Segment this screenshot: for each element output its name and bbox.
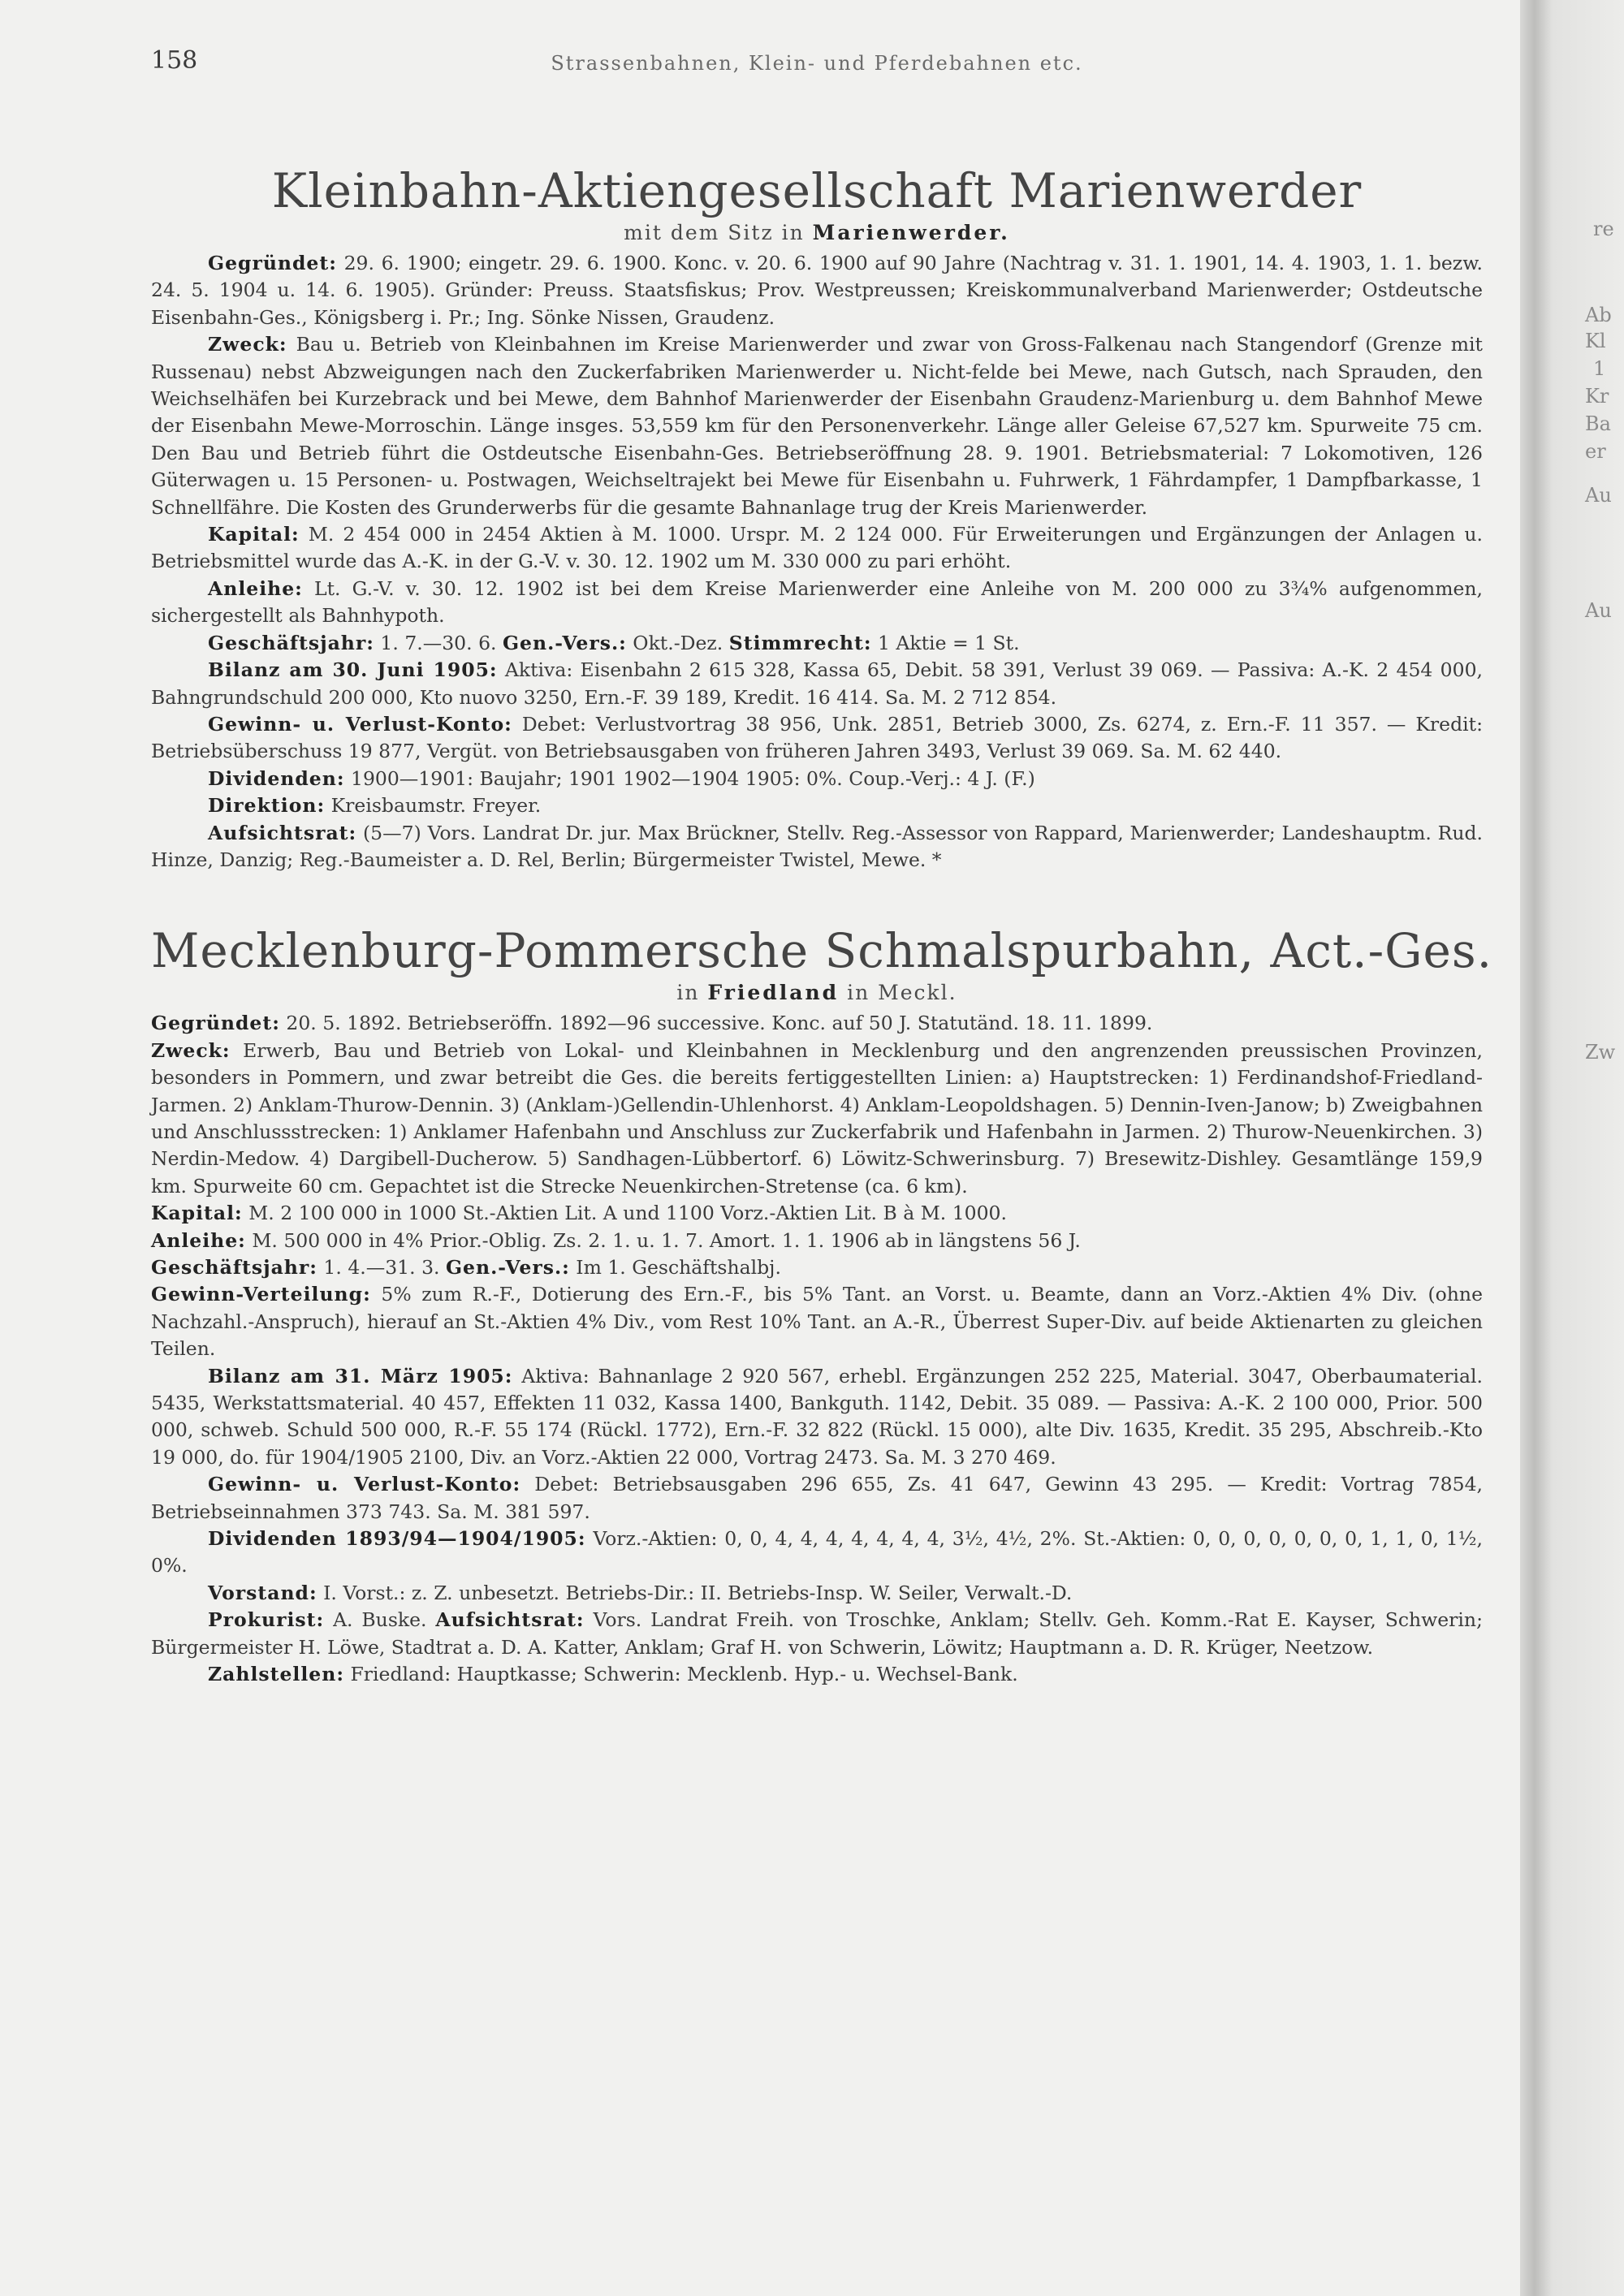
entry-label: Vorstand: [208,1581,317,1604]
entry-label-2: Gen.-Vers.: [445,1256,570,1279]
margin-fragment: re [1593,218,1614,240]
entry-paying-agents [151,1661,1483,1688]
margin-fragment: Ba [1585,412,1611,435]
entry-text: M. 500 000 in 4% Prior.-Oblig. Zs. 2. 1. u. 1. 7. Amort. 1. 1. 1906 ab in längstens 56 J. [252,1228,1081,1252]
entry-label: Gewinn- u. Verlust-Konto: [208,712,512,736]
entry-label: Prokurist: [208,1608,325,1632]
margin-fragment: Kr [1585,385,1609,408]
entry-dividends [151,766,1483,792]
company-section [151,922,1493,1688]
entry-profit-loss [151,1471,1483,1526]
entry-label: Zahlstellen: [208,1663,344,1686]
entry-text-2: Vors. Landrat Freih. von Troschke, Anklam; Stellv. Geh. Komm.-Rat E. Kayser, Schwerin; Bürgermeister H. Löwe, Stadtrat a. D. A. Katter, Anklam; Graf H. von Schwerin, Löwitz; Hauptmann a. D. R. Krüger, Neetzow. [151,1608,1483,1659]
entry-label: Dividenden 1893/94—1904/1905: [208,1527,586,1551]
company-section [151,162,1483,874]
entry-founded [151,1010,1483,1037]
entry-label: Gewinn- u. Verlust-Konto: [208,1473,521,1496]
margin-fragment: 1 [1593,357,1606,380]
subtitle-prefix: in [676,981,700,1005]
entry-balance [151,1363,1483,1472]
entry-text: Kreisbaumstr. Freyer. [330,794,542,818]
entry-text-2: Im 1. Geschäftshalbj. [576,1256,781,1279]
entry-label: Anleihe: [208,576,303,600]
entry-fiscal-year [151,1254,1483,1281]
entry-text: Debet: Verlustvortrag 38 956, Unk. 2851, Betrieb 3000, Zs. 6274, z. Ern.-F. 11 357. — Kredit: Betriebsüberschuss 19 877, Vergüt. von Betriebsausgaben von früheren Jahren 3493, Verlust 39 069. Sa. M. 62 440. [151,712,1483,763]
entry-founded [151,250,1483,331]
entry-text: Lt. G.-V. v. 30. 12. 1902 ist bei dem Kreise Marienwerder eine Anleihe von M. 200 000 zu 3¾% aufgenommen, sichergestellt als Bahnhypoth. [151,576,1483,628]
entry-supervisory-board [151,820,1483,874]
entry-loan [151,1228,1483,1254]
entry-text: Vorz.-Aktien: 0, 0, 4, 4, 4, 4, 4, 4, 4, 3½, 4½, 2%. St.-Aktien: 0, 0, 0, 0, 0, 0, 0, 1, 1, 0, 1½, 0%. [151,1527,1483,1577]
entry-label: Dividenden: [208,766,345,790]
entry-board [151,792,1483,819]
margin-fragment: Zw [1585,1041,1616,1064]
running-head [151,47,1483,89]
entry-text-3: 1 Aktie = 1 St. [877,631,1020,654]
document-page [151,46,1493,1689]
entry-label: Zweck: [208,333,287,356]
entry-label-3: Stimmrecht: [728,631,872,654]
entry-capital [151,1200,1483,1227]
entry-purpose [151,331,1483,521]
entry-label-2: Aufsichtsrat: [435,1608,585,1632]
margin-fragment: Kl [1585,330,1606,352]
running-head-title: Strassenbahnen, Klein- und Pferdebahnen etc. [551,52,1083,75]
entry-label: Bilanz am 31. März 1905: [208,1364,513,1388]
entry-text: (5—7) Vors. Landrat Dr. jur. Max Brückner, Stellv. Reg.-Assessor von Rappard, Marienwerder; Landeshauptm. Rud. Hinze, Danzig; Reg.-Baumeister a. D. Rel, Berlin; Bürgermeister Twistel, Mewe. * [151,821,1483,871]
margin-fragment: Au [1585,599,1612,622]
page-number: 158 [151,46,198,75]
entry-label: Geschäftsjahr: [151,1256,317,1279]
entry-loan [151,576,1483,630]
entry-text: M. 2 100 000 in 1000 St.-Aktien Lit. A und 1100 Vorz.-Aktien Lit. B à M. 1000. [248,1202,1007,1225]
entry-text: M. 2 454 000 in 2454 Aktien à M. 1000. Urspr. M. 2 124 000. Für Erweiterungen und Ergänzungen der Anlagen u. Betriebsmittel wurde das A.-K. in der G.-V. v. 30. 12. 1902 um M. 330 000 zu pari erhöht. [151,523,1483,573]
entry-capital [151,521,1483,576]
entry-label: Anleihe: [151,1228,246,1252]
entry-label: Kapital: [151,1202,243,1225]
entry-label: Bilanz am 30. Juni 1905: [208,658,498,682]
entry-dividends [151,1526,1483,1580]
company-seat: Friedland [707,981,840,1005]
entry-text: A. Buske. [333,1608,427,1632]
entry-proxy-supervisory [151,1607,1483,1661]
entry-text: Friedland: Hauptkasse; Schwerin: Mecklenb. Hyp.- u. Wechsel-Bank. [350,1663,1018,1686]
entry-text: Aktiva: Eisenbahn 2 615 328, Kassa 65, Debit. 58 391, Verlust 39 069. — Passiva: A.-K. 2 454 000, Bahngrundschuld 200 000, Kto nuovo 3250, Ern.-F. 39 189, Kredit. 16 414. Sa. M. 2 712 854. [151,658,1483,709]
entry-text: 1. 7.—30. 6. [380,631,497,654]
entry-text-2: Okt.-Dez. [633,631,723,654]
entry-text: Bau u. Betrieb von Kleinbahnen im Kreise Marienwerder und zwar von Gross-Falkenau nach Stangendorf (Grenze mit Russenau) nebst Abzweigungen nach den Zuckerfabriken Marienwerder u. Nicht-felde bei Mewe, nach Gutsch, nach Sprauden, den Weichselhäfen bei Kurzebrack und bei Mewe, dem Bahnhof Marienwerder der Eisenbahn Graudenz-Marienburg u. dem Bahnhof Mewe der Eisenbahn Mewe-Morroschin. Länge insges. 53,559 km für den Personenverkehr. Länge aller Geleise 67,527 km. Spurweite 75 cm. Den Bau und Betrieb führt die Ostdeutsche Eisenbahn-Ges. Betriebseröffnung 28. 9. 1901. Betriebsmaterial: 7 Lokomotiven, 126 Güterwagen u. 15 Personen- u. Postwagen, Weichseltrajekt bei Mewe für Eisenbahn u. Fuhrwerk, 1 Fährdampfer, 1 Dampfbarkasse, 1 Schnellfähre. Die Kosten des Grunderwerbs für die gesamte Bahnanlage trug der Kreis Marienwerder. [151,333,1483,519]
entry-profit-distribution [151,1281,1483,1362]
margin-fragment: er [1585,440,1606,463]
entry-balance [151,657,1483,711]
entry-label: Gegründet: [208,252,337,274]
entry-label: Gegründet: [151,1012,280,1035]
company-title: Mecklenburg-Pommersche Schmalspurbahn, Act.-Ges. [151,923,1493,979]
entry-management [151,1580,1483,1607]
subtitle-prefix: mit dem Sitz in [624,221,805,244]
margin-fragment: Au [1585,484,1612,507]
company-subtitle [151,979,1483,1007]
company-title: Kleinbahn-Aktiengesellschaft Marienwerder [271,163,1363,218]
entry-label-2: Gen.-Vers.: [502,631,627,654]
entry-text: 5% zum R.-F., Dotierung des Ern.-F., bis 5% Tant. an Vorst. u. Beamte, dann an Vorz.-Aktien 4% Div. (ohne Nachzahl.-Anspruch), hierauf an St.-Aktien 4% Div., vom Rest 10% Tant. an A.-R., Überrest Super-Div. auf beide Aktienarten zu gleichen Teilen. [151,1283,1483,1361]
entry-label: Zweck: [151,1038,231,1062]
entry-text: Debet: Betriebsausgaben 296 655, Zs. 41 647, Gewinn 43 295. — Kredit: Vortrag 7854, Betriebseinnahmen 373 743. Sa. M. 381 597. [151,1473,1483,1523]
entry-purpose [151,1038,1483,1200]
entry-text: 20. 5. 1892. Betriebseröffn. 1892—96 successive. Konc. auf 50 J. Statutänd. 18. 11. 1899. [286,1012,1153,1035]
entry-profit-loss [151,711,1483,766]
entry-text: I. Vorst.: z. Z. unbesetzt. Betriebs-Dir.: II. Betriebs-Insp. W. Seiler, Verwalt.-D. [323,1581,1073,1604]
entry-text: Aktiva: Bahnanlage 2 920 567, erhebl. Ergänzungen 252 225, Material. 3047, Oberbaumaterial. 5435, Werkstattsmaterial. 40 457, Effekten 11 032, Kassa 1400, Bankguth. 1142, Debit. 35 089. — Passiva: A.-K. 2 100 000, Prior. 500 000, schweb. Schuld 500 000, R.-F. 55 174 (Rückl. 1772), Ern.-F. 32 822 (Rückl. 15 000), alte Div. 1635, Kredit. 35 295, Abschreib.-Kto 19 000, do. für 1904/1905 2100, Div. an Vorz.-Aktien 22 000, Vortrag 2473. Sa. M. 3 270 469. [151,1364,1483,1469]
margin-fragment: Ab [1585,304,1612,326]
entry-label: Geschäftsjahr: [208,631,374,654]
entry-label: Gewinn-Verteilung: [151,1283,371,1306]
entry-label: Direktion: [208,794,326,818]
entry-label: Kapital: [208,523,300,546]
entry-text: 1. 4.—31. 3. [323,1256,440,1279]
entry-text: Erwerb, Bau und Betrieb von Lokal- und Kleinbahnen in Mecklenburg und den angrenzenden preussischen Provinzen, besonders in Pommern, und zwar betreibt die Ges. die bereits fertiggestellten Linien: a) Hauptstrecken: 1) Ferdinandshof-Friedland-Jarmen. 2) Anklam-Thurow-Dennin. 3) (Anklam-)Gellendin-Uhlenhorst. 4) Anklam-Leopoldshagen. 5) Dennin-Iven-Janow; b) Zweigbahnen und Anschlussstrecken: 1) Anklamer Hafenbahn und Anschluss zur Zuckerfabrik und Hafenbahn in Jarmen. 2) Thurow-Neuenkirchen. 3) Nerdin-Medow. 4) Dargibell-Ducherow. 5) Sandhagen-Lübbertorf. 6) Löwitz-Schwerinsburg. 7) Bresewitz-Dishley. Gesamtlänge 159,9 km. Spurweite 60 cm. Gepachtet ist die Strecke Neuenkirchen-Stretense (ca. 6 km). [151,1038,1483,1198]
company-subtitle [151,219,1483,247]
entry-text: 29. 6. 1900; eingetr. 29. 6. 1900. Konc. v. 20. 6. 1900 auf 90 Jahre (Nachtrag v. 31. 1. 1901, 14. 4. 1903, 1. 1. bezw. 24. 5. 1904 u. 14. 6. 1905). Gründer: Preuss. Staatsfiskus; Prov. Westpreussen; Kreiskommunalverband Marienwerder; Ostdeutsche Eisenbahn-Ges., Königsberg i. Pr.; Ing. Sönke Nissen, Graudenz. [151,252,1483,329]
adjacent-page-edge [1520,0,1624,2296]
entry-text: 1900—1901: Baujahr; 1901 1902—1904 1905: 0%. Coup.-Verj.: 4 J. (F.) [351,766,1035,790]
entry-fiscal-year [151,630,1483,657]
company-seat: Marienwerder. [812,221,1010,244]
entry-label: Aufsichtsrat: [208,821,357,844]
subtitle-suffix: in Meckl. [847,981,957,1005]
